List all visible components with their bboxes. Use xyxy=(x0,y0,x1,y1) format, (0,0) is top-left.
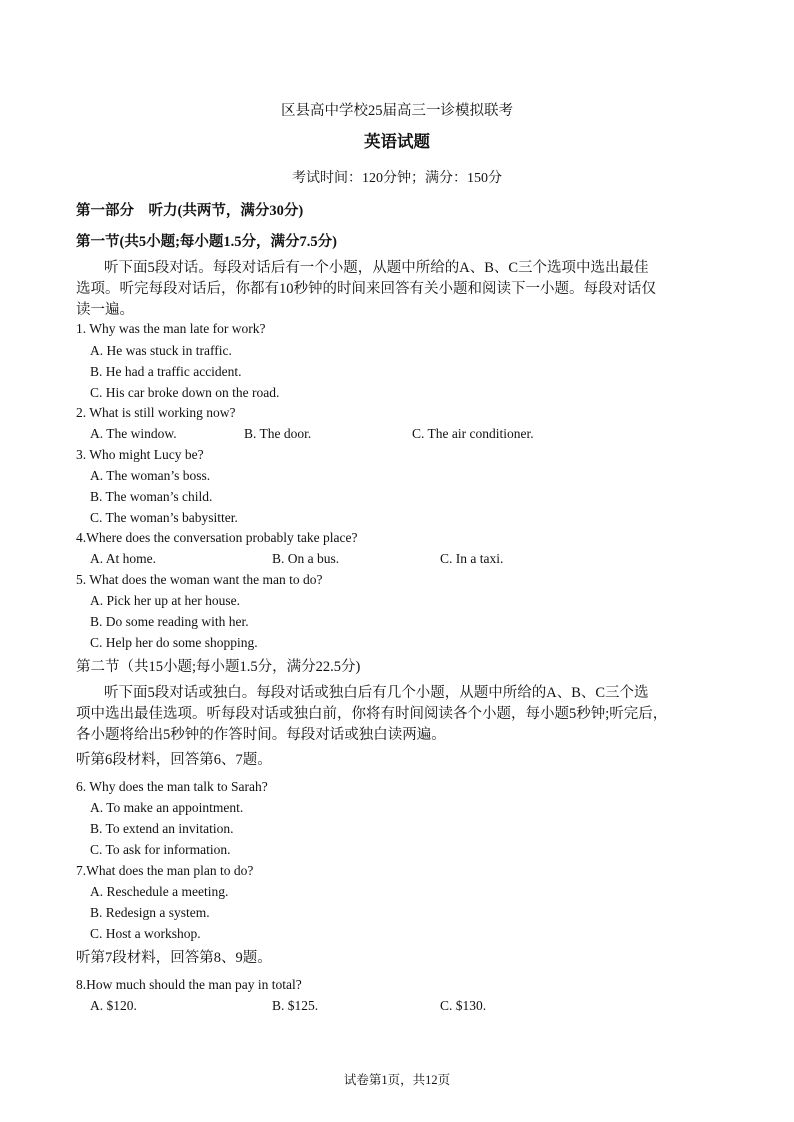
question-stem: 5. What does the woman want the man to do? xyxy=(76,572,323,587)
section2-instruction-line: 项中选出最佳选项。听每段对话或独白前，你将有时间阅读各个小题，每小题5秒钟;听完后， xyxy=(76,706,668,722)
page-footer: 试卷第1页，共12页 xyxy=(343,1073,451,1087)
answer-option: B. He had a traffic accident. xyxy=(90,364,242,379)
section1-instruction-line: 选项。听完每段对话后，你都有10秒钟的时间来回答有关小题和阅读下一小题。每段对话仅 xyxy=(76,281,656,297)
answer-option: B. To extend an invitation. xyxy=(90,821,234,836)
answer-option: B. The woman’s child. xyxy=(90,489,213,504)
question-stem: 1. Why was the man late for work? xyxy=(76,321,266,336)
part1-title: 第一部分 听力(共两节，满分30分) xyxy=(76,203,304,219)
answer-option: C. $130. xyxy=(440,998,487,1013)
answer-option: C. The woman’s babysitter. xyxy=(90,510,238,525)
section2-instruction-line: 各小题将给出5秒钟的作答时间。每段对话或独白读两遍。 xyxy=(76,727,446,743)
answer-option: A. The window. xyxy=(90,426,177,441)
exam-title: 英语试题 xyxy=(364,132,430,151)
section2-title: 第二节（共15小题;每小题1.5分，满分22.5分) xyxy=(76,659,361,675)
question-stem: 2. What is still working now? xyxy=(76,405,236,420)
school-title: 区县高中学校25届高三一诊模拟联考 xyxy=(281,103,513,119)
answer-option: A. He was stuck in traffic. xyxy=(90,343,232,358)
material-heading: 听第7段材料，回答第8、9题。 xyxy=(76,950,272,966)
answer-option: A. $120. xyxy=(90,998,137,1013)
answer-option: A. Reschedule a meeting. xyxy=(90,884,229,899)
question-stem: 8.How much should the man pay in total? xyxy=(76,977,302,992)
section1-instruction-line: 读一遍。 xyxy=(76,302,134,318)
answer-option: C. His car broke down on the road. xyxy=(90,385,280,400)
answer-option: B. Redesign a system. xyxy=(90,905,210,920)
answer-option: C. Help her do some shopping. xyxy=(90,635,258,650)
question-stem: 6. Why does the man talk to Sarah? xyxy=(76,779,268,794)
question-stem: 3. Who might Lucy be? xyxy=(76,447,204,462)
answer-option: C. The air conditioner. xyxy=(412,426,534,441)
answer-option: C. In a taxi. xyxy=(440,551,504,566)
answer-option: B. $125. xyxy=(272,998,319,1013)
answer-option: A. Pick her up at her house. xyxy=(90,593,240,608)
answer-option: B. The door. xyxy=(244,426,312,441)
answer-option: A. At home. xyxy=(90,551,156,566)
exam-info: 考试时间：120分钟；满分：150分 xyxy=(292,171,502,186)
answer-option: B. On a bus. xyxy=(272,551,340,566)
answer-option: C. To ask for information. xyxy=(90,842,231,857)
answer-option: B. Do some reading with her. xyxy=(90,614,249,629)
answer-option: C. Host a workshop. xyxy=(90,926,201,941)
section1-instruction-line: 听下面5段对话。每段对话后有一个小题，从题中所给的A、B、C三个选项中选出最佳 xyxy=(104,260,649,276)
material-heading: 听第6段材料，回答第6、7题。 xyxy=(76,752,272,768)
section1-title: 第一节(共5小题;每小题1.5分，满分7.5分) xyxy=(76,234,337,250)
answer-option: A. To make an appointment. xyxy=(90,800,244,815)
answer-option: A. The woman’s boss. xyxy=(90,468,211,483)
question-stem: 7.What does the man plan to do? xyxy=(76,863,254,878)
question-stem: 4.Where does the conversation probably take place? xyxy=(76,530,358,545)
section2-instruction-line: 听下面5段对话或独白。每段对话或独白后有几个小题，从题中所给的A、B、C三个选 xyxy=(104,685,649,701)
